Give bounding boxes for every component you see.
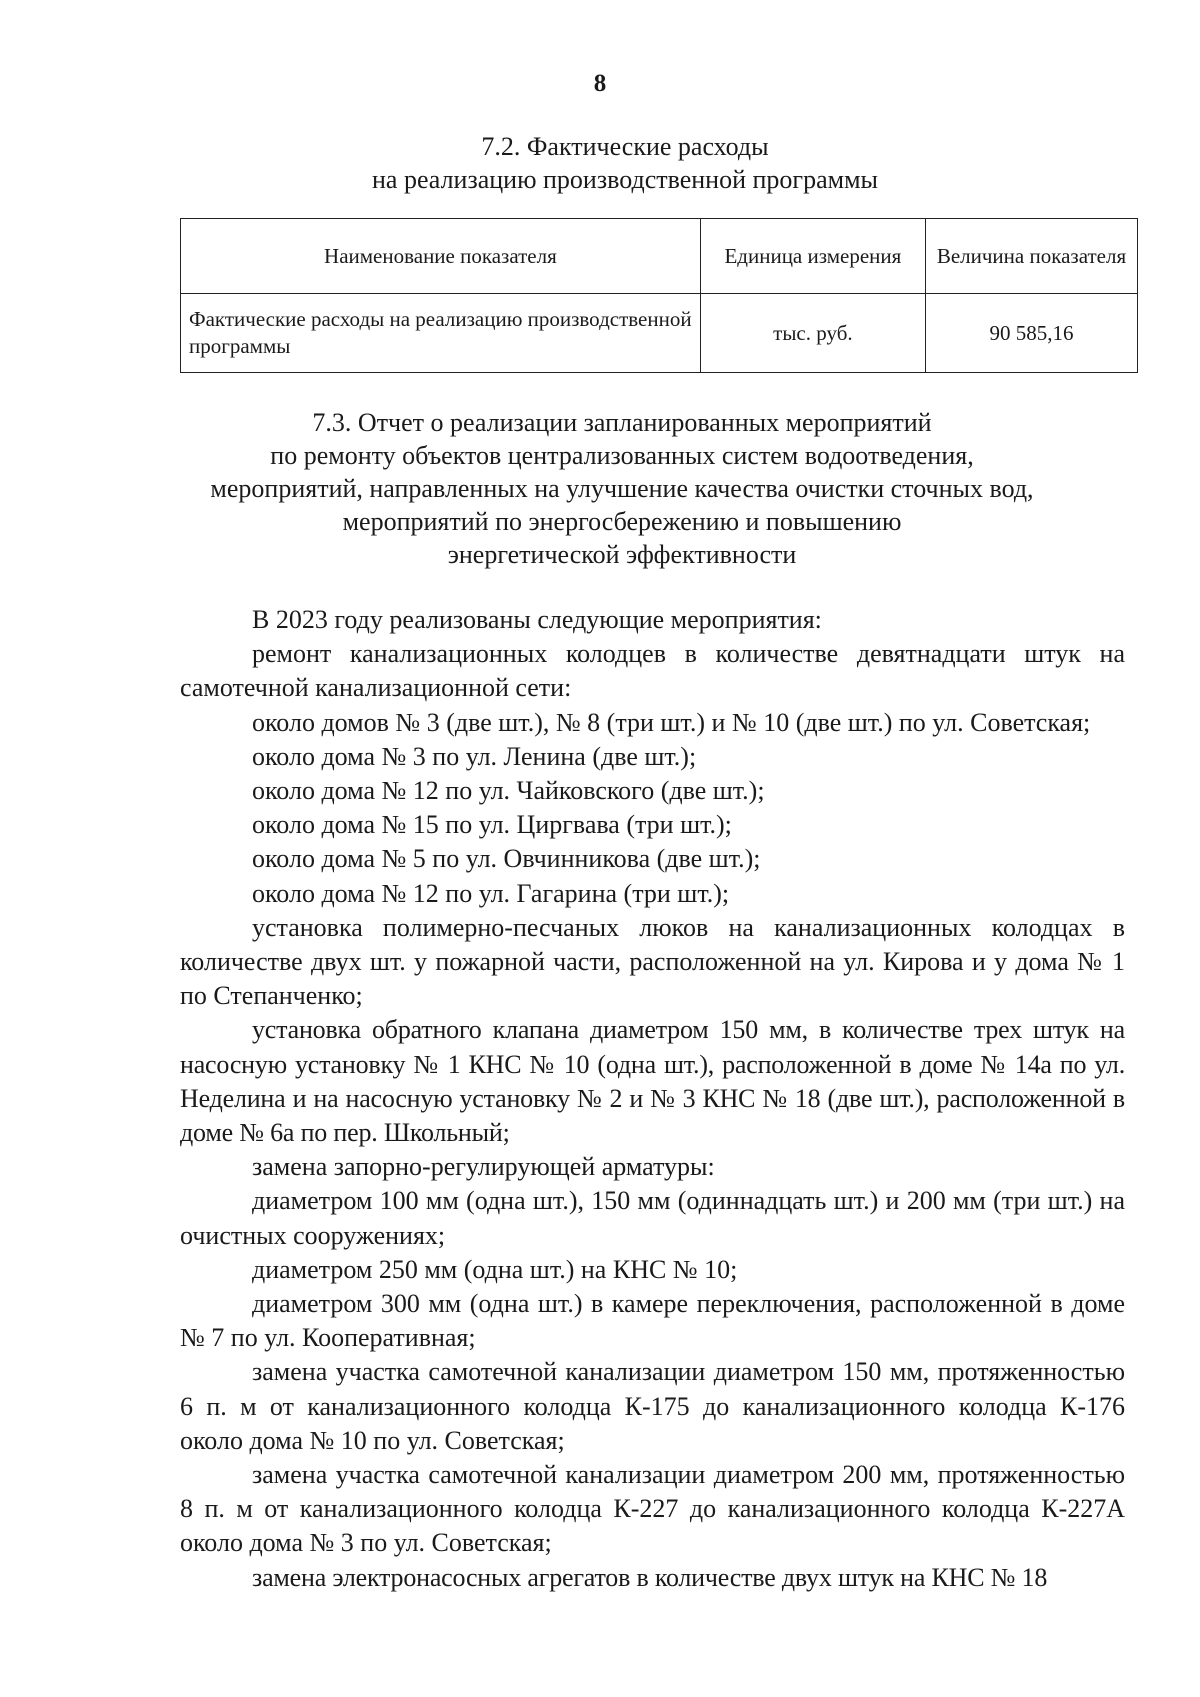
paragraph: ремонт канализационных колодцев в количестве девятнадцати штук на самотечной канализационной сети: [180, 639, 1125, 703]
section-title-line: мероприятий, направленных на улучшение качества очистки сточных вод, [210, 474, 1034, 503]
section-title-line: по ремонту объектов централизованных систем водоотведения, [270, 441, 974, 470]
cell-value: 90 585,16 [925, 294, 1137, 373]
indicators-table [180, 218, 1138, 373]
paragraph: замена участка самотечной канализации диаметром 150 мм, протяженностью 6 п. м от канализационного колодца К-175 до канализационного колодца К-176 около дома № 10 по ул. Советская; [180, 1357, 1125, 1455]
cell-indicator-name: Фактические расходы на реализацию производственной программы [181, 294, 701, 373]
header-unit: Единица измерения [700, 219, 925, 294]
paragraph: около дома № 15 по ул. Циргвава (три шт.); [252, 810, 732, 840]
paragraph: около дома № 5 по ул. Овчинникова (две шт.); [252, 844, 761, 874]
paragraph: замена электронасосных агрегатов в количестве двух штук на КНС № 18 [252, 1562, 1048, 1592]
paragraph: установка полимерно-песчаных люков на канализационных колодцах в количестве двух шт. у пожарной части, расположенной на ул. Кирова и у дома № 1 по Степанченко; [180, 912, 1125, 1011]
section-title-line: 7.3. Отчет о реализации запланированных мероприятий [312, 408, 932, 437]
paragraph: диаметром 100 мм (одна шт.), 150 мм (одиннадцать шт.) и 200 мм (три шт.) на очистных сооружениях; [180, 1186, 1125, 1250]
header-value: Величина показателя [925, 219, 1137, 294]
section-title-line: мероприятий по энергосбережению и повышению [342, 507, 902, 536]
section-title-line: 7.2. Фактические расходы [481, 132, 769, 161]
paragraph: около дома № 12 по ул. Чайковского (две шт.); [252, 776, 765, 806]
page-number: 8 [593, 70, 607, 97]
section-7-2-title [25, 130, 1200, 196]
paragraph: около дома № 3 по ул. Ленина (две шт.); [252, 741, 697, 771]
section-title-line: энергетической эффективности [447, 540, 797, 569]
paragraph: около дома № 12 по ул. Гагарина (три шт.); [252, 878, 730, 908]
paragraph: В 2023 году реализованы следующие мероприятия: [252, 605, 822, 634]
paragraph: диаметром 300 мм (одна шт.) в камере переключения, расположенной в доме № 7 по ул. Кооперативная; [180, 1289, 1125, 1353]
table-row [181, 294, 1138, 373]
cell-unit: тыс. руб. [700, 294, 925, 373]
paragraph: замена участка самотечной канализации диаметром 200 мм, протяженностью 8 п. м от канализационного колодца К-227 до канализационного колодца К-227А около дома № 3 по ул. Советская; [180, 1460, 1125, 1558]
header-indicator-name: Наименование показателя [181, 219, 701, 294]
report-body [180, 603, 1125, 1595]
paragraph: диаметром 250 мм (одна шт.) на КНС № 10; [252, 1254, 738, 1284]
table-header-row [181, 219, 1138, 294]
paragraph: установка обратного клапана диаметром 150 мм, в количестве трех штук на насосную установку № 1 КНС № 10 (одна шт.), расположенной в доме № 14а по ул. Неделина и на насосную установку № 2 и № 3 КНС № 18 (две шт.), расположенной в доме № 6а по пер. Школьный; [180, 1015, 1125, 1148]
paragraph: замена запорно-регулирующей арматуры: [252, 1152, 715, 1182]
paragraph: около домов № 3 (две шт.), № 8 (три шт.) и № 10 (две шт.) по ул. Советская; [252, 707, 1091, 737]
section-7-3-title [22, 406, 1200, 571]
section-title-line: на реализацию производственной программы [371, 165, 878, 194]
